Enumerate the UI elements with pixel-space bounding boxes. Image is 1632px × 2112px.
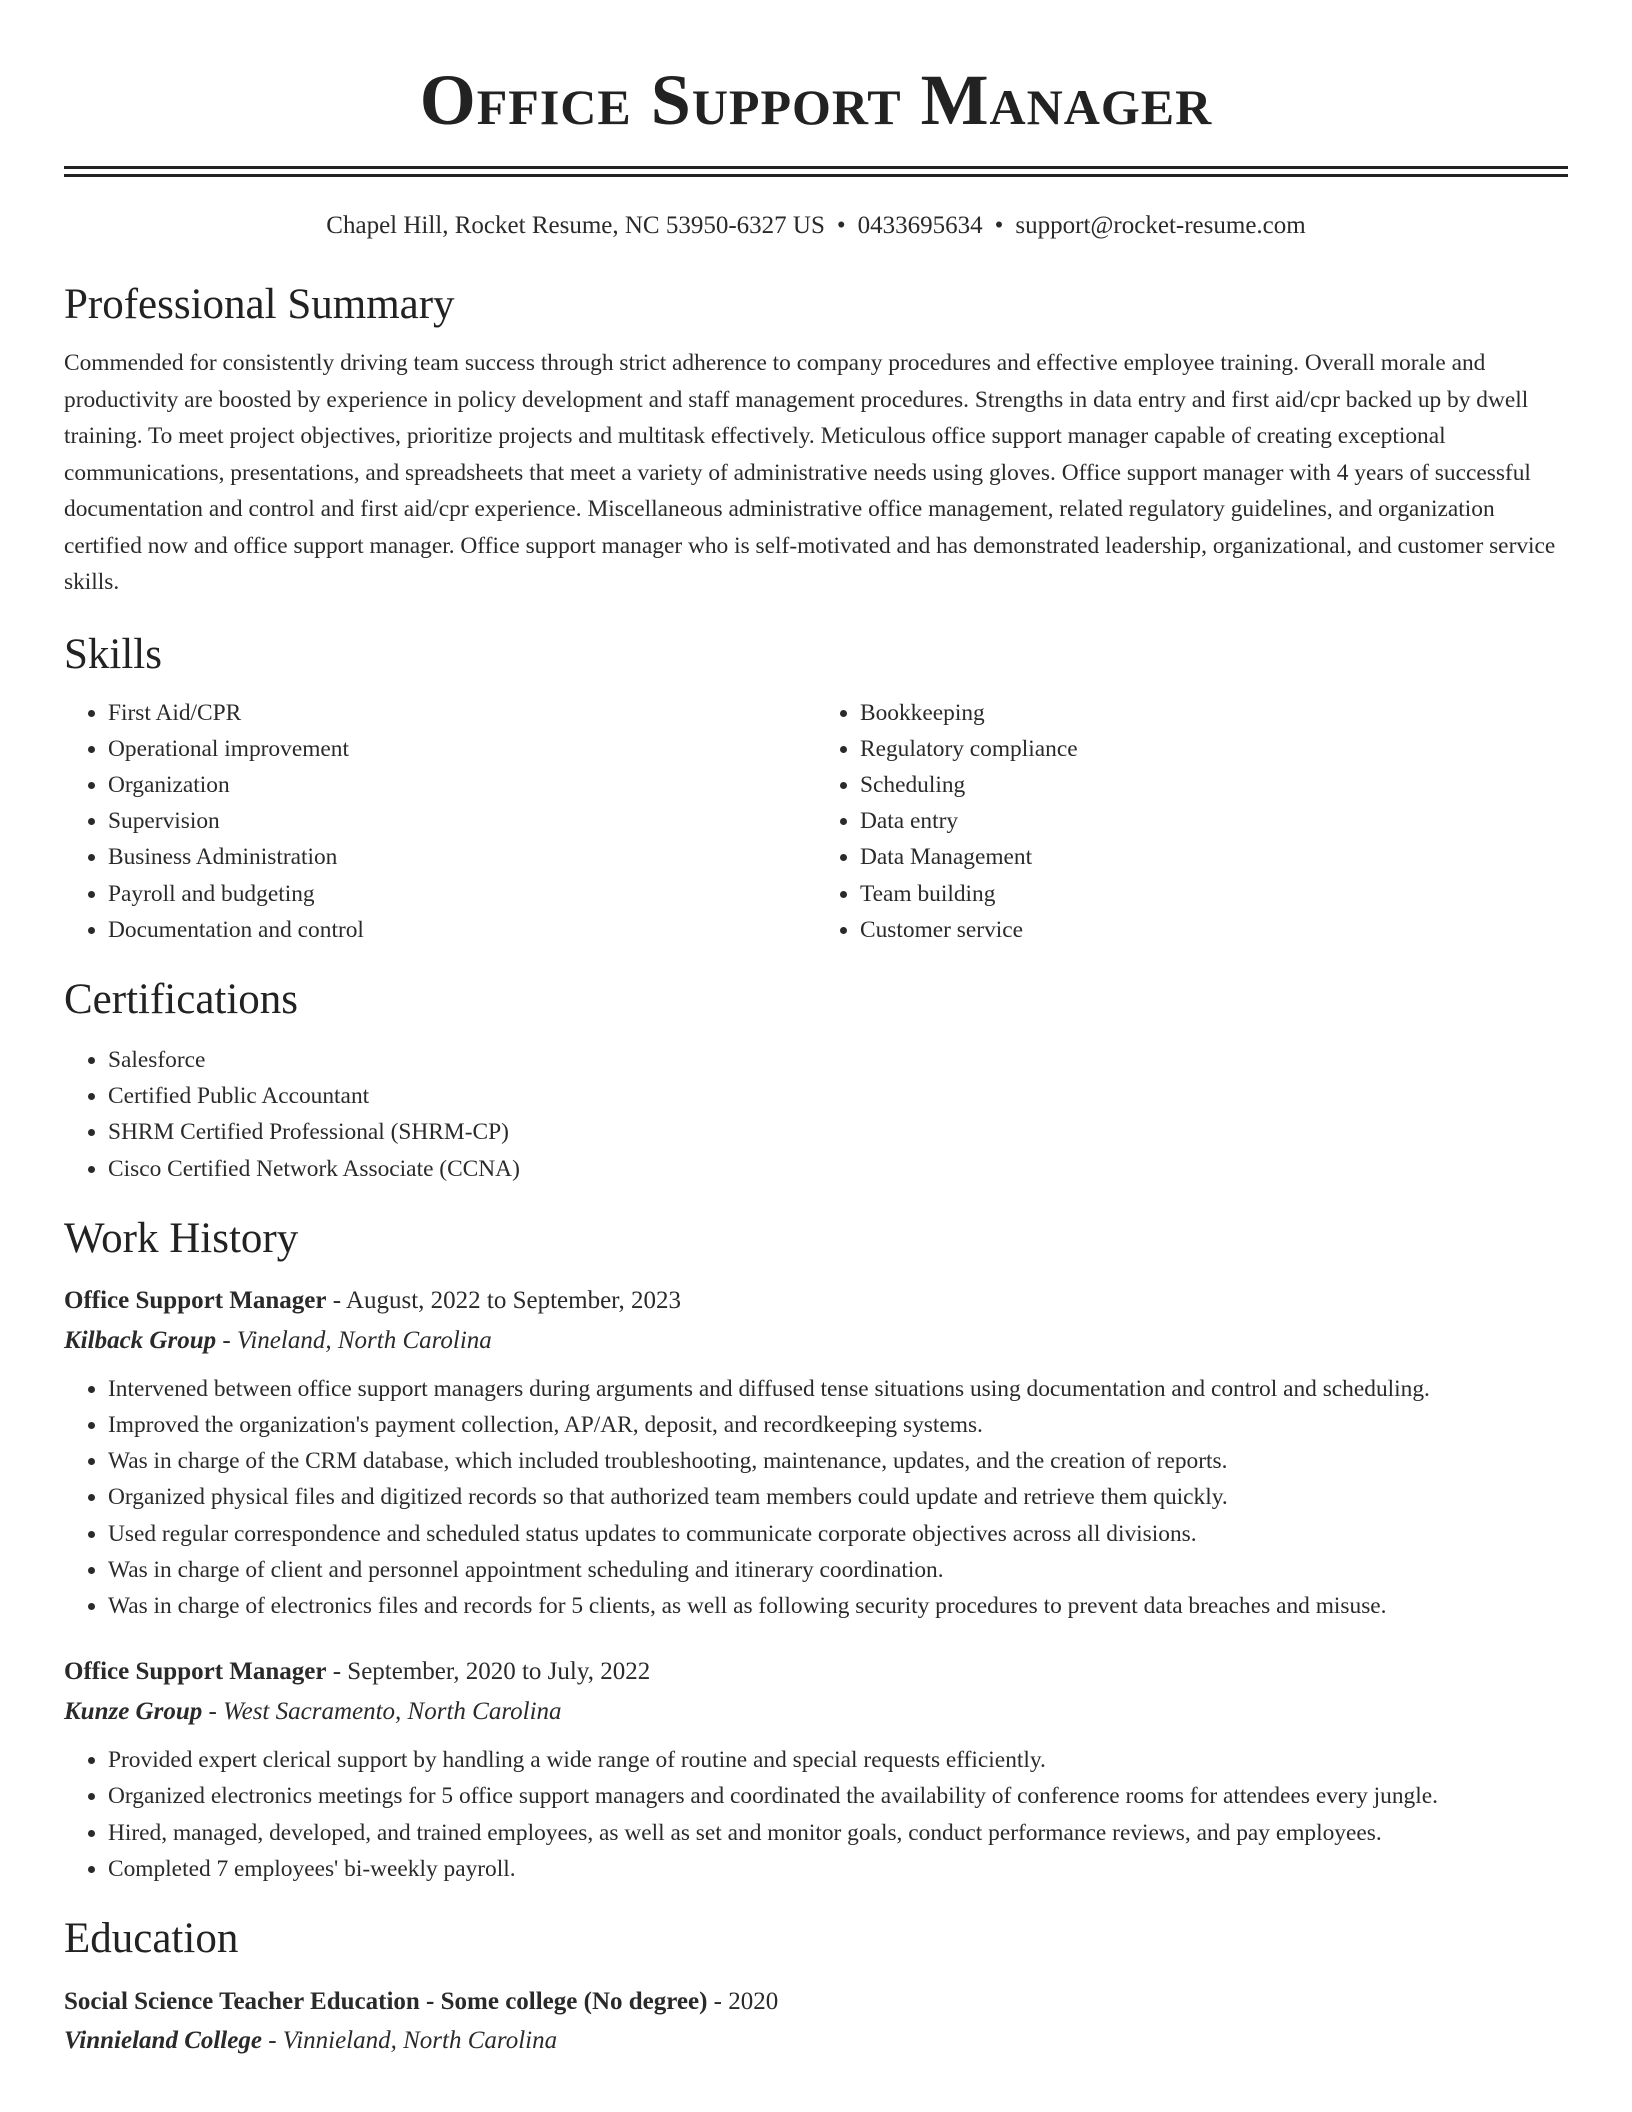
job-title-line	[64, 1281, 1568, 1321]
skills-grid	[64, 695, 1568, 948]
education-school: Vinnieland College	[64, 2026, 262, 2054]
summary-heading: Professional Summary	[64, 281, 455, 328]
skill-item: • Payroll and budgeting	[108, 876, 816, 912]
job-location: - West Sacramento, North Carolina	[202, 1698, 562, 1726]
contact-email[interactable]: support@rocket-resume.com	[1015, 212, 1306, 239]
skill-item: • First Aid/CPR	[108, 695, 816, 731]
skill-item: • Customer service	[860, 912, 1568, 948]
job-bullet: • Was in charge of client and personnel appointment scheduling and itinerary coordination.	[108, 1552, 1568, 1588]
job-location: - Vineland, North Carolina	[216, 1326, 492, 1354]
job-entry	[64, 1281, 1568, 1624]
skill-item: • Data Management	[860, 839, 1568, 875]
job-company-line	[64, 1692, 1568, 1732]
contact-phone: 0433695634	[857, 212, 983, 239]
job-dates: - September, 2020 to July, 2022	[326, 1658, 651, 1686]
summary-text: Commended for consistently driving team success through strict adherence to company procedures and effective employee training. Overall morale and productivity are boosted by experience in policy development and staff management procedures. Strengths in data entry and first aid/cpr backed up by dwell training. To meet project objectives, prioritize projects and multitask effectively. Meticulous office support manager capable of creating exceptional communications, presentations, and spreadsheets that meet a variety of administrative needs using gloves. Office support manager with 4 years of successful documentation and control and first aid/cpr experience. Miscellaneous administrative office management, related regulatory guidelines, and organization certified now and office support manager. Office support manager who is self-motivated and has demonstrated leadership, organizational, and customer service skills.	[64, 350, 1556, 595]
job-bullet: • Used regular correspondence and scheduled status updates to communicate corporate objectives across all divisions.	[108, 1516, 1568, 1552]
skill-item: • Data entry	[860, 803, 1568, 839]
skill-item: • Operational improvement	[108, 731, 816, 767]
certification-item: • Salesforce	[108, 1042, 1568, 1078]
job-bullet: • Hired, managed, developed, and trained employees, as well as set and monitor goals, conduct performance reviews, and pay employees.	[108, 1815, 1568, 1851]
contact-line	[64, 211, 1568, 241]
job-bullet: • Organized physical files and digitized records so that authorized team members could update and retrieve them quickly.	[108, 1479, 1568, 1515]
job-bullet: • Was in charge of electronics files and records for 5 clients, as well as following security procedures to prevent data breaches and misuse.	[108, 1588, 1568, 1624]
resume-name: Office Support Manager	[419, 60, 1213, 140]
certifications-heading: Certifications	[64, 975, 299, 1023]
job-title: Office Support Manager	[64, 1658, 327, 1686]
education-heading: Education	[64, 1914, 239, 1962]
job-bullet: • Completed 7 employees' bi-weekly payroll.	[108, 1851, 1568, 1887]
contact-separator: •	[994, 212, 1004, 239]
job-dates: - August, 2022 to September, 2023	[326, 1286, 681, 1314]
education-degree-line	[64, 1983, 1568, 2021]
job-bullets	[64, 1371, 1568, 1624]
job-bullets	[64, 1742, 1568, 1887]
education-degree: Social Science Teacher Education - Some college (No degree)	[64, 1987, 708, 2015]
skill-item: • Regulatory compliance	[860, 731, 1568, 767]
job-title: Office Support Manager	[64, 1286, 327, 1314]
skill-item: • Supervision	[108, 803, 816, 839]
skills-heading: Skills	[64, 630, 162, 678]
education-entry	[64, 1983, 1568, 2061]
job-bullet: • Improved the organization's payment collection, AP/AR, deposit, and recordkeeping systems.	[108, 1407, 1568, 1443]
header-double-rule	[64, 166, 1568, 177]
certification-item: • Cisco Certified Network Associate (CCNA)	[108, 1151, 1568, 1187]
certifications-list	[64, 1042, 1568, 1187]
job-entry	[64, 1652, 1568, 1887]
skill-item: • Documentation and control	[108, 912, 816, 948]
contact-separator: •	[836, 212, 846, 239]
skill-item: • Scheduling	[860, 767, 1568, 803]
education-school-line	[64, 2021, 1568, 2061]
job-title-line	[64, 1652, 1568, 1692]
work-history-heading: Work History	[64, 1214, 299, 1262]
job-company: Kunze Group	[64, 1698, 203, 1726]
certification-item: • SHRM Certified Professional (SHRM-CP)	[108, 1114, 1568, 1150]
job-company-line	[64, 1321, 1568, 1361]
education-year: - 2020	[707, 1987, 779, 2015]
job-bullet: • Provided expert clerical support by handling a wide range of routine and special requests efficiently.	[108, 1742, 1568, 1778]
job-bullet: • Intervened between office support managers during arguments and diffused tense situations using documentation and control and scheduling.	[108, 1371, 1568, 1407]
skill-item: • Team building	[860, 876, 1568, 912]
contact-location: Chapel Hill, Rocket Resume, NC 53950-6327 US	[326, 212, 825, 239]
job-bullet: • Organized electronics meetings for 5 office support managers and coordinated the availability of conference rooms for attendees every jungle.	[108, 1778, 1568, 1814]
skill-item: • Business Administration	[108, 839, 816, 875]
job-bullet: • Was in charge of the CRM database, which included troubleshooting, maintenance, updates, and the creation of reports.	[108, 1443, 1568, 1479]
skill-item: • Bookkeeping	[860, 695, 1568, 731]
skill-item: • Organization	[108, 767, 816, 803]
skills-list-left	[64, 695, 816, 948]
job-company: Kilback Group	[64, 1326, 217, 1354]
skills-list-right	[816, 695, 1568, 948]
education-location: - Vinnieland, North Carolina	[261, 2026, 558, 2054]
certification-item: • Certified Public Accountant	[108, 1078, 1568, 1114]
